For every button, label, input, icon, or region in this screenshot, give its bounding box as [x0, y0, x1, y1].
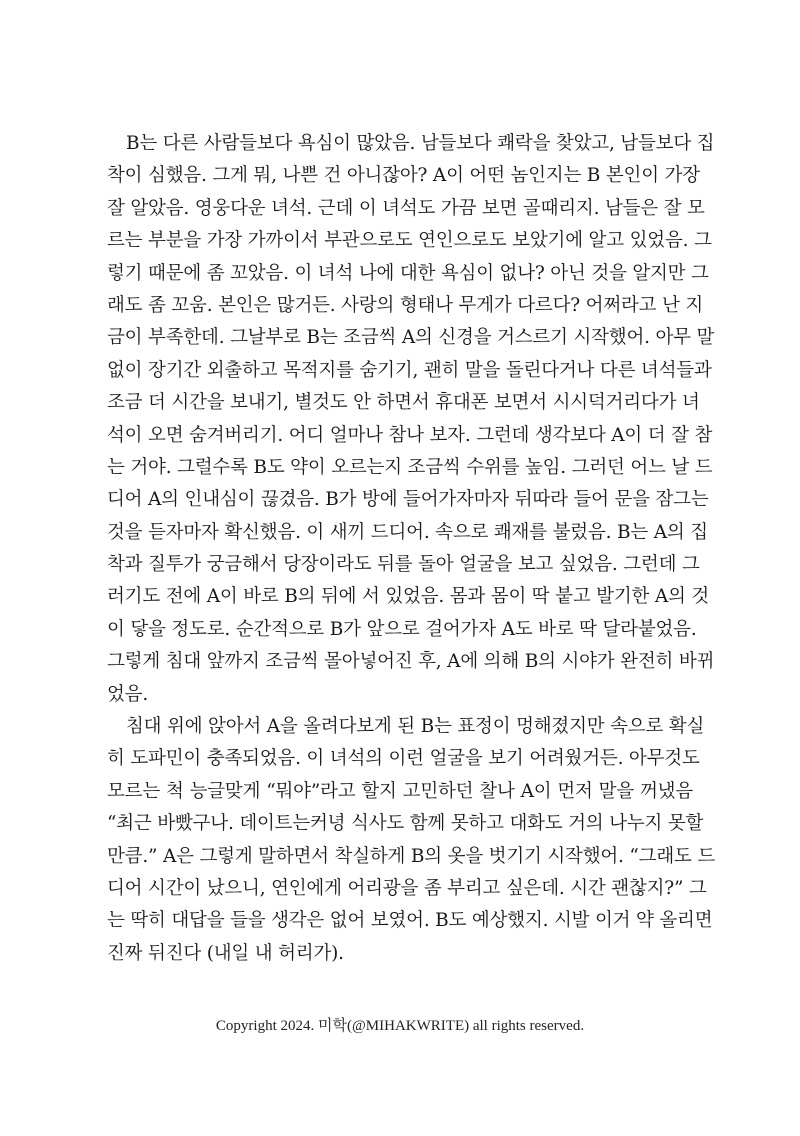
- text-line: 없이 장기간 외출하고 목적지를 숨기기, 괜히 말을 돌린다거나 다른 녀석들과: [107, 359, 712, 381]
- text-line: 조금 더 시간을 보내기, 별것도 안 하면서 휴대폰 보면서 시시덕거리다가 녀: [107, 392, 700, 414]
- text-line: “최근 바빴구나. 데이트는커녕 식사도 함께 못하고 대화도 거의 나누지 못할: [107, 813, 704, 835]
- text-line: 금이 부족한데. 그날부로 B는 조금씩 A의 신경을 거스르기 시작했어. 아무 말: [107, 327, 715, 349]
- text-line: 히 도파민이 충족되었음. 이 녀석의 이런 얼굴을 보기 어려웠거든. 아무것도: [107, 748, 700, 770]
- text-line: 디어 시간이 났으니, 연인에게 어리광을 좀 부리고 싶은데. 시간 괜찮지?” 그: [107, 877, 707, 899]
- text-line: 디어 A의 인내심이 끊겼음. B가 방에 들어가자마자 뒤따라 들어 문을 잠그는: [107, 489, 709, 511]
- text-line: 착과 질투가 궁금해서 당장이라도 뒤를 돌아 얼굴을 보고 싶었음. 그런데 그: [107, 554, 700, 576]
- text-line: 진짜 뒤진다 (내일 내 허리가).: [107, 942, 344, 964]
- text-line: 잘 알았음. 영웅다운 녀석. 근데 이 녀석도 가끔 보면 골때리지. 남들은 잘 모: [107, 197, 705, 219]
- paragraph-1: [107, 128, 715, 711]
- text-line: 었음.: [107, 683, 149, 705]
- text-line: 것을 듣자마자 확신했음. 이 새끼 드디어. 속으로 쾌재를 불렀음. B는 A의 집: [107, 521, 708, 543]
- text-line: 이 닿을 정도로. 순간적으로 B가 앞으로 걸어가자 A도 바로 딱 달라붙었음.: [107, 618, 697, 640]
- text-line: B는 다른 사람들보다 욕심이 많았음. 남들보다 쾌락을 찾았고, 남들보다 집: [126, 133, 715, 154]
- text-line: 러기도 전에 A이 바로 B의 뒤에 서 있었음. 몸과 몸이 딱 붙고 발기한 A의 것: [107, 586, 710, 608]
- text-line: 침대 위에 앉아서 A을 올려다보게 된 B는 표정이 멍해졌지만 속으로 확실: [126, 716, 705, 738]
- document-body: [107, 128, 716, 970]
- paragraph-2: [107, 711, 716, 970]
- text-line: 래도 좀 꼬움. 본인은 많거든. 사랑의 형태나 무게가 다르다? 어쩌라고 난 지: [107, 294, 704, 316]
- text-line: 만큼.” A은 그렇게 말하면서 착실하게 B의 옷을 벗기기 시작했어. “그래도 드: [107, 845, 716, 867]
- text-line: 모르는 척 능글맞게 “뭐야”라고 할지 고민하던 찰나 A이 먼저 말을 꺼냈음: [107, 780, 693, 802]
- text-line: 는 거야. 그럴수록 B도 약이 오르는지 조금씩 수위를 높임. 그러던 어느 날 드: [107, 456, 713, 478]
- text-line: 착이 심했음. 그게 뭐, 나쁜 건 아니잖아? A이 어떤 놈인지는 B 본인이 가장: [107, 165, 700, 187]
- copyright-notice: Copyright 2024. 미학(@MIHAKWRITE) all rights reserved.: [215, 1018, 585, 1034]
- text-line: 석이 오면 숨겨버리기. 어디 얼마나 참나 보자. 그런데 생각보다 A이 더 잘 참: [107, 424, 713, 446]
- text-line: 렇기 때문에 좀 꼬았음. 이 녀석 나에 대한 욕심이 없나? 아닌 것을 알지만 그: [107, 262, 709, 284]
- text-line: 르는 부분을 가장 가까이서 부관으로도 연인으로도 보았기에 알고 있었음. 그: [107, 230, 712, 252]
- text-line: 는 딱히 대답을 들을 생각은 없어 보였어. B도 예상했지. 시발 이거 약 올리면: [107, 910, 713, 932]
- text-line: 그렇게 침대 앞까지 조금씩 몰아넣어진 후, A에 의해 B의 시야가 완전히 바뀌: [107, 651, 715, 673]
